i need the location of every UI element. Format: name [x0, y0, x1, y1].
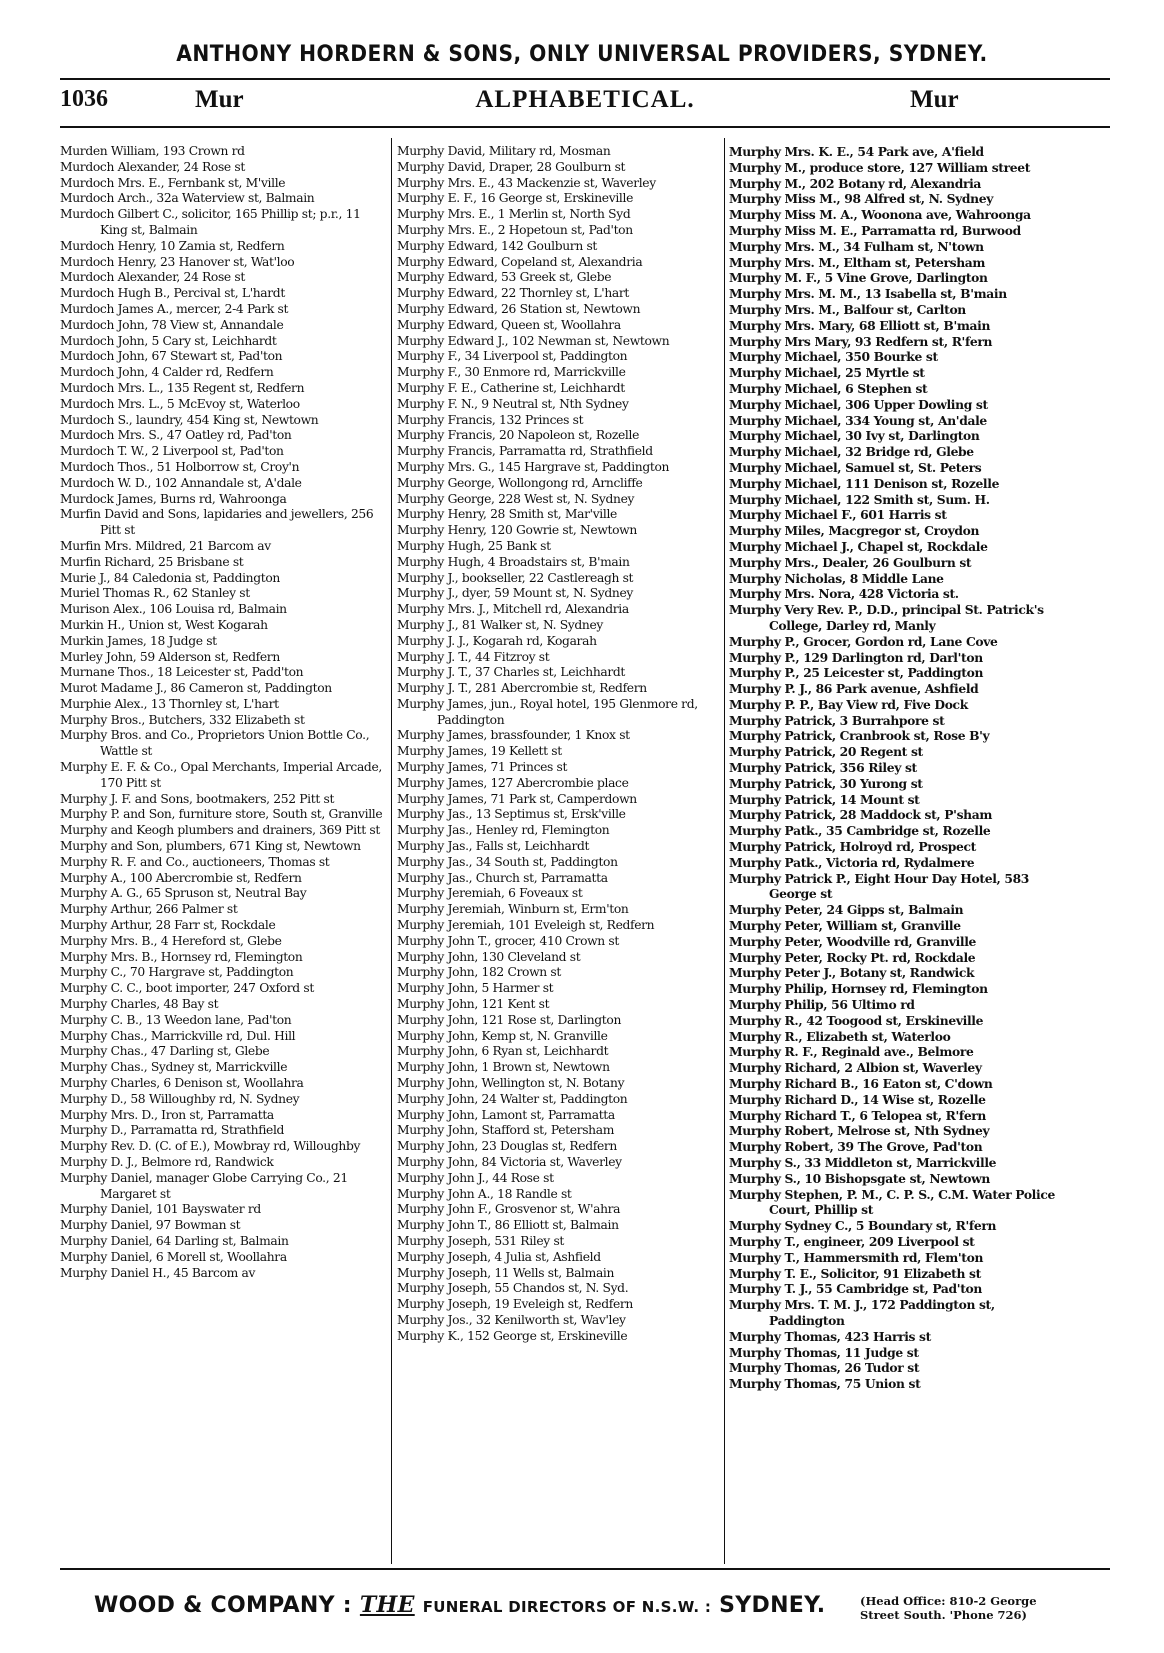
directory-entry: Murdoch W. D., 102 Annandale st, A'dale — [60, 475, 302, 490]
directory-entry: Murphy John, 6 Ryan st, Leichhardt — [397, 1044, 609, 1059]
directory-entry: Murphy T., Hammersmith rd, Flem'ton — [729, 1249, 984, 1265]
directory-entry: Murphy George, 228 West st, N. Sydney — [397, 491, 635, 506]
header-rule — [60, 126, 1110, 128]
directory-entry: Murphy Jas., Falls st, Leichhardt — [397, 839, 590, 854]
directory-entry: Murdoch Alexander, 24 Rose st — [60, 270, 245, 285]
directory-entry: Murphy Mrs. Mary, 68 Elliott st, B'main — [729, 317, 991, 333]
directory-entry: Murphy Miss M. A., Woonona ave, Wahroonga — [729, 207, 1031, 223]
directory-entry: Muriel Thomas R., 62 Stanley st — [60, 586, 250, 601]
directory-entry: Murfin David and Sons, lapidaries and jewellers, 256 Pitt st — [60, 507, 374, 538]
directory-entry: Murphy Mrs. M., 34 Fulham st, N'town — [729, 238, 984, 254]
directory-entry: Murphy John T., grocer, 410 Crown st — [397, 933, 619, 948]
directory-entry: Murphy Rev. D. (C. of E.), Mowbray rd, Willoughby — [60, 1139, 361, 1154]
directory-entry: Murphy F., 30 Enmore rd, Marrickville — [397, 365, 626, 380]
directory-entry: Murphy Michael, 6 Stephen st — [729, 380, 928, 396]
directory-entry: Murphy Mrs. M. M., 13 Isabella st, B'main — [729, 286, 1007, 302]
directory-entry: Murphy T. J., 55 Cambridge st, Pad'ton — [729, 1281, 982, 1297]
directory-entry: Murphy John, Stafford st, Petersham — [397, 1123, 615, 1138]
directory-entry: Murphy P., 129 Darlington rd, Darl'ton — [729, 649, 983, 665]
directory-entry: Murphy Thomas, 75 Union st — [729, 1376, 921, 1392]
directory-entry: Murphy Thomas, 26 Tudor st — [729, 1360, 920, 1376]
directory-entry: Murphy Richard D., 14 Wise st, Rozelle — [729, 1091, 986, 1107]
directory-entry: Murphy R. F. and Co., auctioneers, Thomas st — [60, 854, 330, 869]
directory-entry: Murphy James, jun., Royal hotel, 195 Glenmore rd, Paddington — [397, 696, 698, 727]
directory-entry: Murphy Peter, William st, Granville — [729, 918, 961, 934]
directory-entry: Murphy Jos., 32 Kenilworth st, Wav'ley — [397, 1312, 626, 1327]
directory-entry: Murphy D., Parramatta rd, Strathfield — [60, 1123, 285, 1138]
directory-entry: Murphy R. F., Reginald ave., Belmore — [729, 1044, 974, 1060]
directory-entry: Murphy P. J., 86 Park avenue, Ashfield — [729, 681, 979, 697]
directory-entry: Murphy Peter J., Botany st, Randwick — [729, 965, 975, 981]
footer-company: WOOD & COMPANY : — [94, 1593, 352, 1618]
directory-entry: Murphy Peter, Woodville rd, Granville — [729, 933, 977, 949]
directory-entry: Murphy Miles, Macgregor st, Croydon — [729, 523, 980, 539]
directory-entry: Murdoch Thos., 51 Holborrow st, Croy'n — [60, 459, 300, 474]
directory-entry: Murphy S., 33 Middleton st, Marrickville — [729, 1155, 997, 1170]
footer-office-line-2: Street South. 'Phone 726) — [860, 1608, 1027, 1622]
directory-entry: Murnane Thos., 18 Leicester st, Padd'ton — [60, 665, 304, 680]
directory-entry: Murphy S., 10 Bishopsgate st, Newtown — [729, 1170, 990, 1186]
directory-entry: Murphy Michael, 306 Upper Dowling st — [729, 396, 988, 412]
directory-entry: Murphy Robert, Melrose st, Nth Sydney — [729, 1123, 990, 1139]
directory-entry: Murphy Miss M. E., Parramatta rd, Burwood — [729, 222, 1021, 238]
directory-entry: Murphy Robert, 39 The Grove, Pad'ton — [729, 1139, 983, 1155]
directory-entry: Murphy J., bookseller, 22 Castlereagh st — [397, 570, 634, 585]
directory-entry: Murphy Patrick, 30 Yurong st — [729, 775, 923, 791]
directory-entry: Murphy John, 84 Victoria st, Waverley — [397, 1155, 622, 1169]
directory-entry: Murphy Peter, 24 Gipps st, Balmain — [729, 902, 964, 918]
directory-entry: Murphy Arthur, 28 Farr st, Rockdale — [60, 918, 276, 933]
directory-entry: Murphy John T., 86 Elliott st, Balmain — [397, 1218, 619, 1233]
directory-entry: Murphy F., 34 Liverpool st, Paddington — [397, 349, 628, 364]
column-divider — [724, 138, 725, 1564]
directory-entry: Murphy F. E., Catherine st, Leichhardt — [397, 380, 625, 395]
footer-main-text — [94, 1592, 825, 1618]
directory-entry: Murphy A., 100 Abercrombie st, Redfern — [60, 870, 302, 885]
section-title: ALPHABETICAL. — [475, 86, 695, 113]
directory-entry: Murphy R., 42 Toogood st, Erskineville — [729, 1012, 984, 1028]
directory-entry: Murphie Alex., 13 Thornley st, L'hart — [60, 696, 279, 711]
directory-entry: Murphy Mrs. J., Mitchell rd, Alexandria — [397, 602, 629, 617]
directory-entry: Murphy Joseph, 11 Wells st, Balmain — [397, 1265, 615, 1280]
directory-entry: Murphy C. C., boot importer, 247 Oxford st — [60, 981, 314, 996]
page-number: 1036 — [60, 86, 108, 112]
directory-entry: Murphy James, 19 Kellett st — [397, 744, 562, 759]
directory-entry: Murphy D. J., Belmore rd, Randwick — [60, 1155, 274, 1169]
footer-advertisement — [60, 1592, 1110, 1632]
banner-rule — [60, 78, 1110, 80]
directory-entry: Murphy D., 58 Willoughby rd, N. Sydney — [60, 1091, 300, 1106]
directory-entry: Murphy John A., 18 Randle st — [397, 1186, 572, 1201]
directory-entry: Murphy John, 23 Douglas st, Redfern — [397, 1139, 617, 1154]
directory-column-2 — [397, 144, 722, 1564]
directory-entry: Murphy Jeremiah, 101 Eveleigh st, Redfern — [397, 918, 655, 933]
directory-entry: Murphy Francis, 20 Napoleon st, Rozelle — [397, 428, 639, 443]
directory-entry: Murphy C. B., 13 Weedon lane, Pad'ton — [60, 1012, 292, 1027]
directory-entry: Murphy Edward J., 102 Newman st, Newtown — [397, 333, 670, 348]
directory-entry: Murphy Mrs. Nora, 428 Victoria st. — [729, 586, 959, 602]
directory-entry: Murphy James, 71 Princes st — [397, 760, 568, 775]
directory-entry: Murphy Chas., Sydney st, Marrickville — [60, 1060, 288, 1075]
directory-entry: Murphy Bros., Butchers, 332 Elizabeth st — [60, 712, 305, 727]
directory-entry: Murphy Philip, 56 Ultimo rd — [729, 997, 915, 1013]
column-divider — [391, 138, 392, 1564]
directory-entry: Murphy Hugh, 25 Bank st — [397, 538, 551, 553]
directory-entry: Murdoch S., laundry, 454 King st, Newtown — [60, 412, 319, 427]
directory-entry: Murdock James, Burns rd, Wahroonga — [60, 491, 287, 506]
page-header — [60, 86, 1110, 122]
directory-entry: Murphy Michael, 111 Denison st, Rozelle — [729, 475, 1000, 491]
directory-entry: Murphy Michael, 122 Smith st, Sum. H. — [729, 491, 990, 507]
footer-office-line-1: (Head Office: 810-2 George — [860, 1594, 1037, 1608]
directory-entry: Murphy Edward, 142 Goulburn st — [397, 238, 598, 253]
directory-entry: Murphy John, Wellington st, N. Botany — [397, 1076, 625, 1091]
footer-tagline: FUNERAL DIRECTORS OF N.S.W. : — [422, 1598, 712, 1616]
directory-entry: Murphy David, Draper, 28 Goulburn st — [397, 159, 626, 174]
directory-entry: Murphy Mrs. E., 1 Merlin st, North Syd — [397, 207, 631, 222]
directory-entry: Murphy P. and Son, furniture store, South st, Granville — [60, 807, 383, 822]
directory-entry: Murphy Francis, 132 Princes st — [397, 412, 584, 427]
right-index-word: Mur — [910, 86, 959, 113]
directory-entry: Murphy Daniel, 97 Bowman st — [60, 1218, 241, 1233]
directory-entry: Murphy Mrs., Dealer, 26 Goulburn st — [729, 554, 972, 570]
directory-entry: Murphy K., 152 George st, Erskineville — [397, 1328, 628, 1343]
directory-entry: Murphy Daniel H., 45 Barcom av — [60, 1265, 256, 1280]
directory-entry: Murphy Jeremiah, Winburn st, Erm'ton — [397, 902, 629, 917]
directory-entry: Murphy Peter, Rocky Pt. rd, Rockdale — [729, 949, 976, 965]
directory-entry: Murphy J., 81 Walker st, N. Sydney — [397, 617, 603, 632]
directory-entry: Murphy Sydney C., 5 Boundary st, R'fern — [729, 1218, 997, 1234]
directory-entry: Murphy J. T., 281 Abercrombie st, Redfern — [397, 681, 647, 696]
directory-entry: Murphy Thomas, 11 Judge st — [729, 1344, 919, 1360]
directory-entry: Murphy Edward, Copeland st, Alexandria — [397, 254, 643, 269]
directory-entry: Murphy Stephen, P. M., C. P. S., C.M. Water Police Court, Phillip st — [729, 1186, 1055, 1218]
directory-entry: Murdoch Arch., 32a Waterview st, Balmain — [60, 191, 315, 206]
footer-rule — [60, 1568, 1110, 1570]
directory-entry: Murphy J. F. and Sons, bootmakers, 252 Pitt st — [60, 791, 335, 806]
directory-entry: Murphy Mrs. T. M. J., 172 Paddington st, Paddington — [729, 1297, 995, 1328]
directory-entry: Murphy Mrs. E., 2 Hopetoun st, Pad'ton — [397, 222, 633, 237]
directory-entry: Murphy Patrick P., Eight Hour Day Hotel, 583 George st — [729, 870, 1030, 902]
directory-entry: Murphy Richard B., 16 Eaton st, C'down — [729, 1076, 993, 1092]
directory-entry: Murphy Patrick, 14 Mount st — [729, 791, 920, 807]
directory-entry: Murphy John F., Grosvenor st, W'ahra — [397, 1202, 621, 1217]
directory-entry: Murphy Patrick, 28 Maddock st, P'sham — [729, 807, 993, 823]
directory-entry: Murphy Philip, Hornsey rd, Flemington — [729, 981, 988, 997]
directory-entry: Murkin H., Union st, West Kogarah — [60, 617, 268, 632]
directory-entry: Murphy Patrick, Cranbrook st, Rose B'y — [729, 728, 990, 744]
directory-entry: Murphy Joseph, 19 Eveleigh st, Redfern — [397, 1297, 633, 1312]
directory-entry: Murphy Patrick, Holroyd rd, Prospect — [729, 839, 976, 855]
directory-entry: Murdoch Henry, 10 Zamia st, Redfern — [60, 238, 285, 253]
directory-entry: Murphy Mrs. B., 4 Hereford st, Glebe — [60, 933, 282, 948]
directory-entry: Murphy David, Military rd, Mosman — [397, 144, 611, 158]
directory-entry: Murphy Francis, Parramatta rd, Strathfield — [397, 444, 653, 459]
directory-entry: Murphy M., produce store, 127 William street — [729, 159, 1031, 175]
directory-entry: Murphy Nicholas, 8 Middle Lane — [729, 570, 944, 586]
directory-entry: Murdoch Mrs. S., 47 Oatley rd, Pad'ton — [60, 428, 292, 443]
directory-entry: Murphy Richard, 2 Albion st, Waverley — [729, 1060, 982, 1076]
directory-entry: Murphy T. E., Solicitor, 91 Elizabeth st — [729, 1265, 981, 1281]
directory-entry: Murphy Jas., 34 South st, Paddington — [397, 854, 618, 869]
directory-entry: Murphy E. F. & Co., Opal Merchants, Imperial Arcade, 170 Pitt st — [60, 760, 382, 790]
directory-entry: Murphy Joseph, 531 Riley st — [397, 1233, 565, 1248]
directory-entry: Murphy J. T., 37 Charles st, Leichhardt — [397, 665, 626, 680]
directory-entry: Murphy and Keogh plumbers and drainers, 369 Pitt st — [60, 823, 380, 838]
directory-entry: Murdoch Gilbert C., solicitor, 165 Phillip st; p.r., 11 King st, Balmain — [60, 207, 361, 237]
directory-entry: Murden William, 193 Crown rd — [60, 144, 245, 158]
directory-entry: Murphy John, 121 Kent st — [397, 997, 550, 1012]
directory-entry: Murot Madame J., 86 Cameron st, Paddington — [60, 681, 332, 696]
directory-entry: Murphy Jas., 13 Septimus st, Ersk'ville — [397, 807, 626, 822]
directory-entry: Murphy Bros. and Co., Proprietors Union Bottle Co., Wattle st — [60, 728, 370, 759]
directory-entry: Murdoch James A., mercer, 2-4 Park st — [60, 301, 289, 316]
directory-entry: Murphy J., dyer, 59 Mount st, N. Sydney — [397, 586, 634, 601]
directory-entry: Murphy Miss M., 98 Alfred st, N. Sydney — [729, 191, 994, 207]
directory-entry: Murdoch Mrs. L., 5 McEvoy st, Waterloo — [60, 396, 300, 411]
directory-entry: Murphy C., 70 Hargrave st, Paddington — [60, 965, 294, 980]
directory-entry: Murphy Michael J., Chapel st, Rockdale — [729, 538, 988, 554]
directory-entry: Murphy Jeremiah, 6 Foveaux st — [397, 886, 583, 901]
directory-entry: Murphy Joseph, 55 Chandos st, N. Syd. — [397, 1281, 629, 1296]
directory-entry: Murphy P. P., Bay View rd, Five Dock — [729, 696, 968, 712]
directory-entry: Murphy Thomas, 423 Harris st — [729, 1328, 931, 1344]
directory-entry: Murphy Very Rev. P., D.D., principal St. Patrick's College, Darley rd, Manly — [729, 602, 1044, 633]
directory-entry: Murphy Michael, 25 Myrtle st — [729, 365, 925, 381]
directory-column-1 — [60, 144, 390, 1564]
directory-entry: Murdoch Henry, 23 Hanover st, Wat'loo — [60, 254, 295, 269]
directory-entry: Murphy and Son, plumbers, 671 King st, Newtown — [60, 839, 361, 854]
directory-entry: Murphy James, 127 Abercrombie place — [397, 775, 629, 790]
directory-entry: Murphy Daniel, 6 Morell st, Woollahra — [60, 1249, 287, 1264]
directory-entry: Murphy Mrs Mary, 93 Redfern st, R'fern — [729, 333, 993, 349]
directory-entry: Murley John, 59 Alderson st, Redfern — [60, 649, 280, 664]
directory-entry: Murphy Chas., Marrickville rd, Dul. Hill — [60, 1028, 296, 1043]
directory-entry: Murphy John, 5 Harmer st — [397, 981, 554, 996]
directory-entry: Murphy Patk., Victoria rd, Rydalmere — [729, 854, 975, 870]
directory-entry: Murphy John, 130 Cleveland st — [397, 949, 581, 964]
directory-entry: Murphy Daniel, 64 Darling st, Balmain — [60, 1233, 289, 1248]
directory-entry: Murphy R., Elizabeth st, Waterloo — [729, 1028, 951, 1044]
directory-entry: Murfin Richard, 25 Brisbane st — [60, 554, 244, 569]
directory-entry: Murphy George, Wollongong rd, Arncliffe — [397, 475, 643, 490]
directory-entry: Murphy P., 25 Leicester st, Paddington — [729, 665, 984, 681]
directory-entry: Murphy Mrs. D., Iron st, Parramatta — [60, 1107, 274, 1122]
directory-column-3 — [729, 144, 1059, 1564]
directory-entry: Murphy Richard T., 6 Telopea st, R'fern — [729, 1107, 987, 1123]
directory-entry: Murison Alex., 106 Louisa rd, Balmain — [60, 602, 287, 617]
directory-entry: Murphy John, 182 Crown st — [397, 965, 561, 980]
directory-entry: Murphy Mrs. M., Eltham st, Petersham — [729, 254, 986, 270]
directory-entry: Murphy T., engineer, 209 Liverpool st — [729, 1233, 975, 1249]
directory-entry: Murphy Daniel, manager Globe Carrying Co., 21 Margaret st — [60, 1170, 348, 1201]
left-index-word: Mur — [195, 86, 244, 113]
directory-entry: Murphy F. N., 9 Neutral st, Nth Sydney — [397, 396, 629, 411]
directory-entry: Murie J., 84 Caledonia st, Paddington — [60, 570, 280, 585]
footer-the: THE — [359, 1592, 415, 1618]
directory-entry: Murphy Mrs. G., 145 Hargrave st, Paddington — [397, 459, 670, 474]
directory-entry: Murdoch T. W., 2 Liverpool st, Pad'ton — [60, 444, 284, 459]
directory-entry: Murphy Michael F., 601 Harris st — [729, 507, 947, 523]
directory-entry: Murphy P., Grocer, Gordon rd, Lane Cove — [729, 633, 998, 649]
directory-entry: Murphy John J., 44 Rose st — [397, 1170, 554, 1185]
directory-entry: Murdoch John, 4 Calder rd, Redfern — [60, 365, 274, 380]
directory-entry: Murphy Edward, 26 Station st, Newtown — [397, 301, 641, 316]
directory-entry: Murphy Hugh, 4 Broadstairs st, B'main — [397, 554, 630, 569]
footer-city: SYDNEY. — [719, 1593, 826, 1618]
directory-entry: Murphy Mrs. K. E., 54 Park ave, A'field — [729, 144, 984, 159]
directory-entry: Murphy Michael, 30 Ivy st, Darlington — [729, 428, 980, 444]
directory-entry: Murphy John, 24 Walter st, Paddington — [397, 1091, 628, 1106]
directory-entry: Murphy James, 71 Park st, Camperdown — [397, 791, 637, 806]
directory-entry: Murphy Arthur, 266 Palmer st — [60, 902, 238, 917]
directory-entry: Murphy John, Lamont st, Parramatta — [397, 1107, 615, 1122]
directory-entry: Murphy Patrick, 3 Burrahpore st — [729, 712, 945, 728]
directory-entry: Murphy Chas., 47 Darling st, Glebe — [60, 1044, 270, 1059]
directory-entry: Murdoch John, 67 Stewart st, Pad'ton — [60, 349, 283, 364]
directory-entry: Murphy John, 1 Brown st, Newtown — [397, 1060, 610, 1075]
directory-entry: Murphy Michael, 334 Young st, An'dale — [729, 412, 987, 428]
directory-entry: Murphy Mrs. M., Balfour st, Carlton — [729, 301, 966, 317]
directory-entry: Murdoch Hugh B., Percival st, L'hardt — [60, 286, 285, 301]
directory-entry: Murphy Charles, 48 Bay st — [60, 997, 219, 1012]
directory-entry: Murfin Mrs. Mildred, 21 Barcom av — [60, 538, 271, 553]
directory-entry: Murphy Patrick, 20 Regent st — [729, 744, 923, 760]
directory-entry: Murphy Michael, Samuel st, St. Peters — [729, 459, 982, 475]
directory-entry: Murphy Henry, 120 Gowrie st, Newtown — [397, 523, 637, 538]
directory-entry: Murdoch John, 5 Cary st, Leichhardt — [60, 333, 277, 348]
directory-entry: Murphy Edward, 22 Thornley st, L'hart — [397, 286, 629, 301]
directory-entry: Murphy Michael, 350 Bourke st — [729, 349, 938, 365]
directory-entry: Murphy Charles, 6 Denison st, Woollahra — [60, 1076, 304, 1091]
directory-entry: Murphy Mrs. B., Hornsey rd, Flemington — [60, 949, 303, 964]
directory-entry: Murphy A. G., 65 Spruson st, Neutral Bay — [60, 886, 307, 901]
directory-entry: Murphy Henry, 28 Smith st, Mar'ville — [397, 507, 617, 522]
directory-entry: Murphy Mrs. E., 43 Mackenzie st, Waverley — [397, 175, 656, 190]
directory-entry: Murphy Jas., Church st, Parramatta — [397, 870, 608, 885]
directory-entry: Murphy M., 202 Botany rd, Alexandria — [729, 175, 982, 191]
directory-entry: Murphy Joseph, 4 Julia st, Ashfield — [397, 1249, 601, 1264]
page-banner: ANTHONY HORDERN & SONS, ONLY UNIVERSAL PROVIDERS, SYDNEY. — [176, 42, 988, 67]
directory-entry: Murphy Jas., Henley rd, Flemington — [397, 823, 610, 838]
directory-entry: Murphy Michael, 32 Bridge rd, Glebe — [729, 444, 974, 460]
directory-entry: Murdoch Alexander, 24 Rose st — [60, 159, 245, 174]
directory-entry: Murphy Edward, Queen st, Woollahra — [397, 317, 621, 332]
directory-entry: Murphy E. F., 16 George st, Erskineville — [397, 191, 634, 206]
directory-entry: Murkin James, 18 Judge st — [60, 633, 217, 648]
directory-entry: Murphy John, 121 Rose st, Darlington — [397, 1012, 622, 1027]
directory-entry: Murphy John, Kemp st, N. Granville — [397, 1028, 608, 1043]
directory-entry: Murphy J. T., 44 Fitzroy st — [397, 649, 550, 664]
directory-entry: Murphy Patrick, 356 Riley st — [729, 760, 917, 776]
footer-office-info — [860, 1594, 1110, 1622]
directory-entry: Murdoch Mrs. E., Fernbank st, M'ville — [60, 175, 286, 190]
directory-entry: Murdoch John, 78 View st, Annandale — [60, 317, 284, 332]
directory-entry: Murphy J. J., Kogarah rd, Kogarah — [397, 633, 597, 648]
directory-entry: Murdoch Mrs. L., 135 Regent st, Redfern — [60, 380, 305, 395]
directory-entry: Murphy Edward, 53 Greek st, Glebe — [397, 270, 612, 285]
directory-entry: Murphy M. F., 5 Vine Grove, Darlington — [729, 270, 988, 286]
directory-entry: Murphy Patk., 35 Cambridge st, Rozelle — [729, 823, 991, 839]
directory-entry: Murphy James, brassfounder, 1 Knox st — [397, 728, 630, 743]
directory-entry: Murphy Daniel, 101 Bayswater rd — [60, 1202, 261, 1217]
